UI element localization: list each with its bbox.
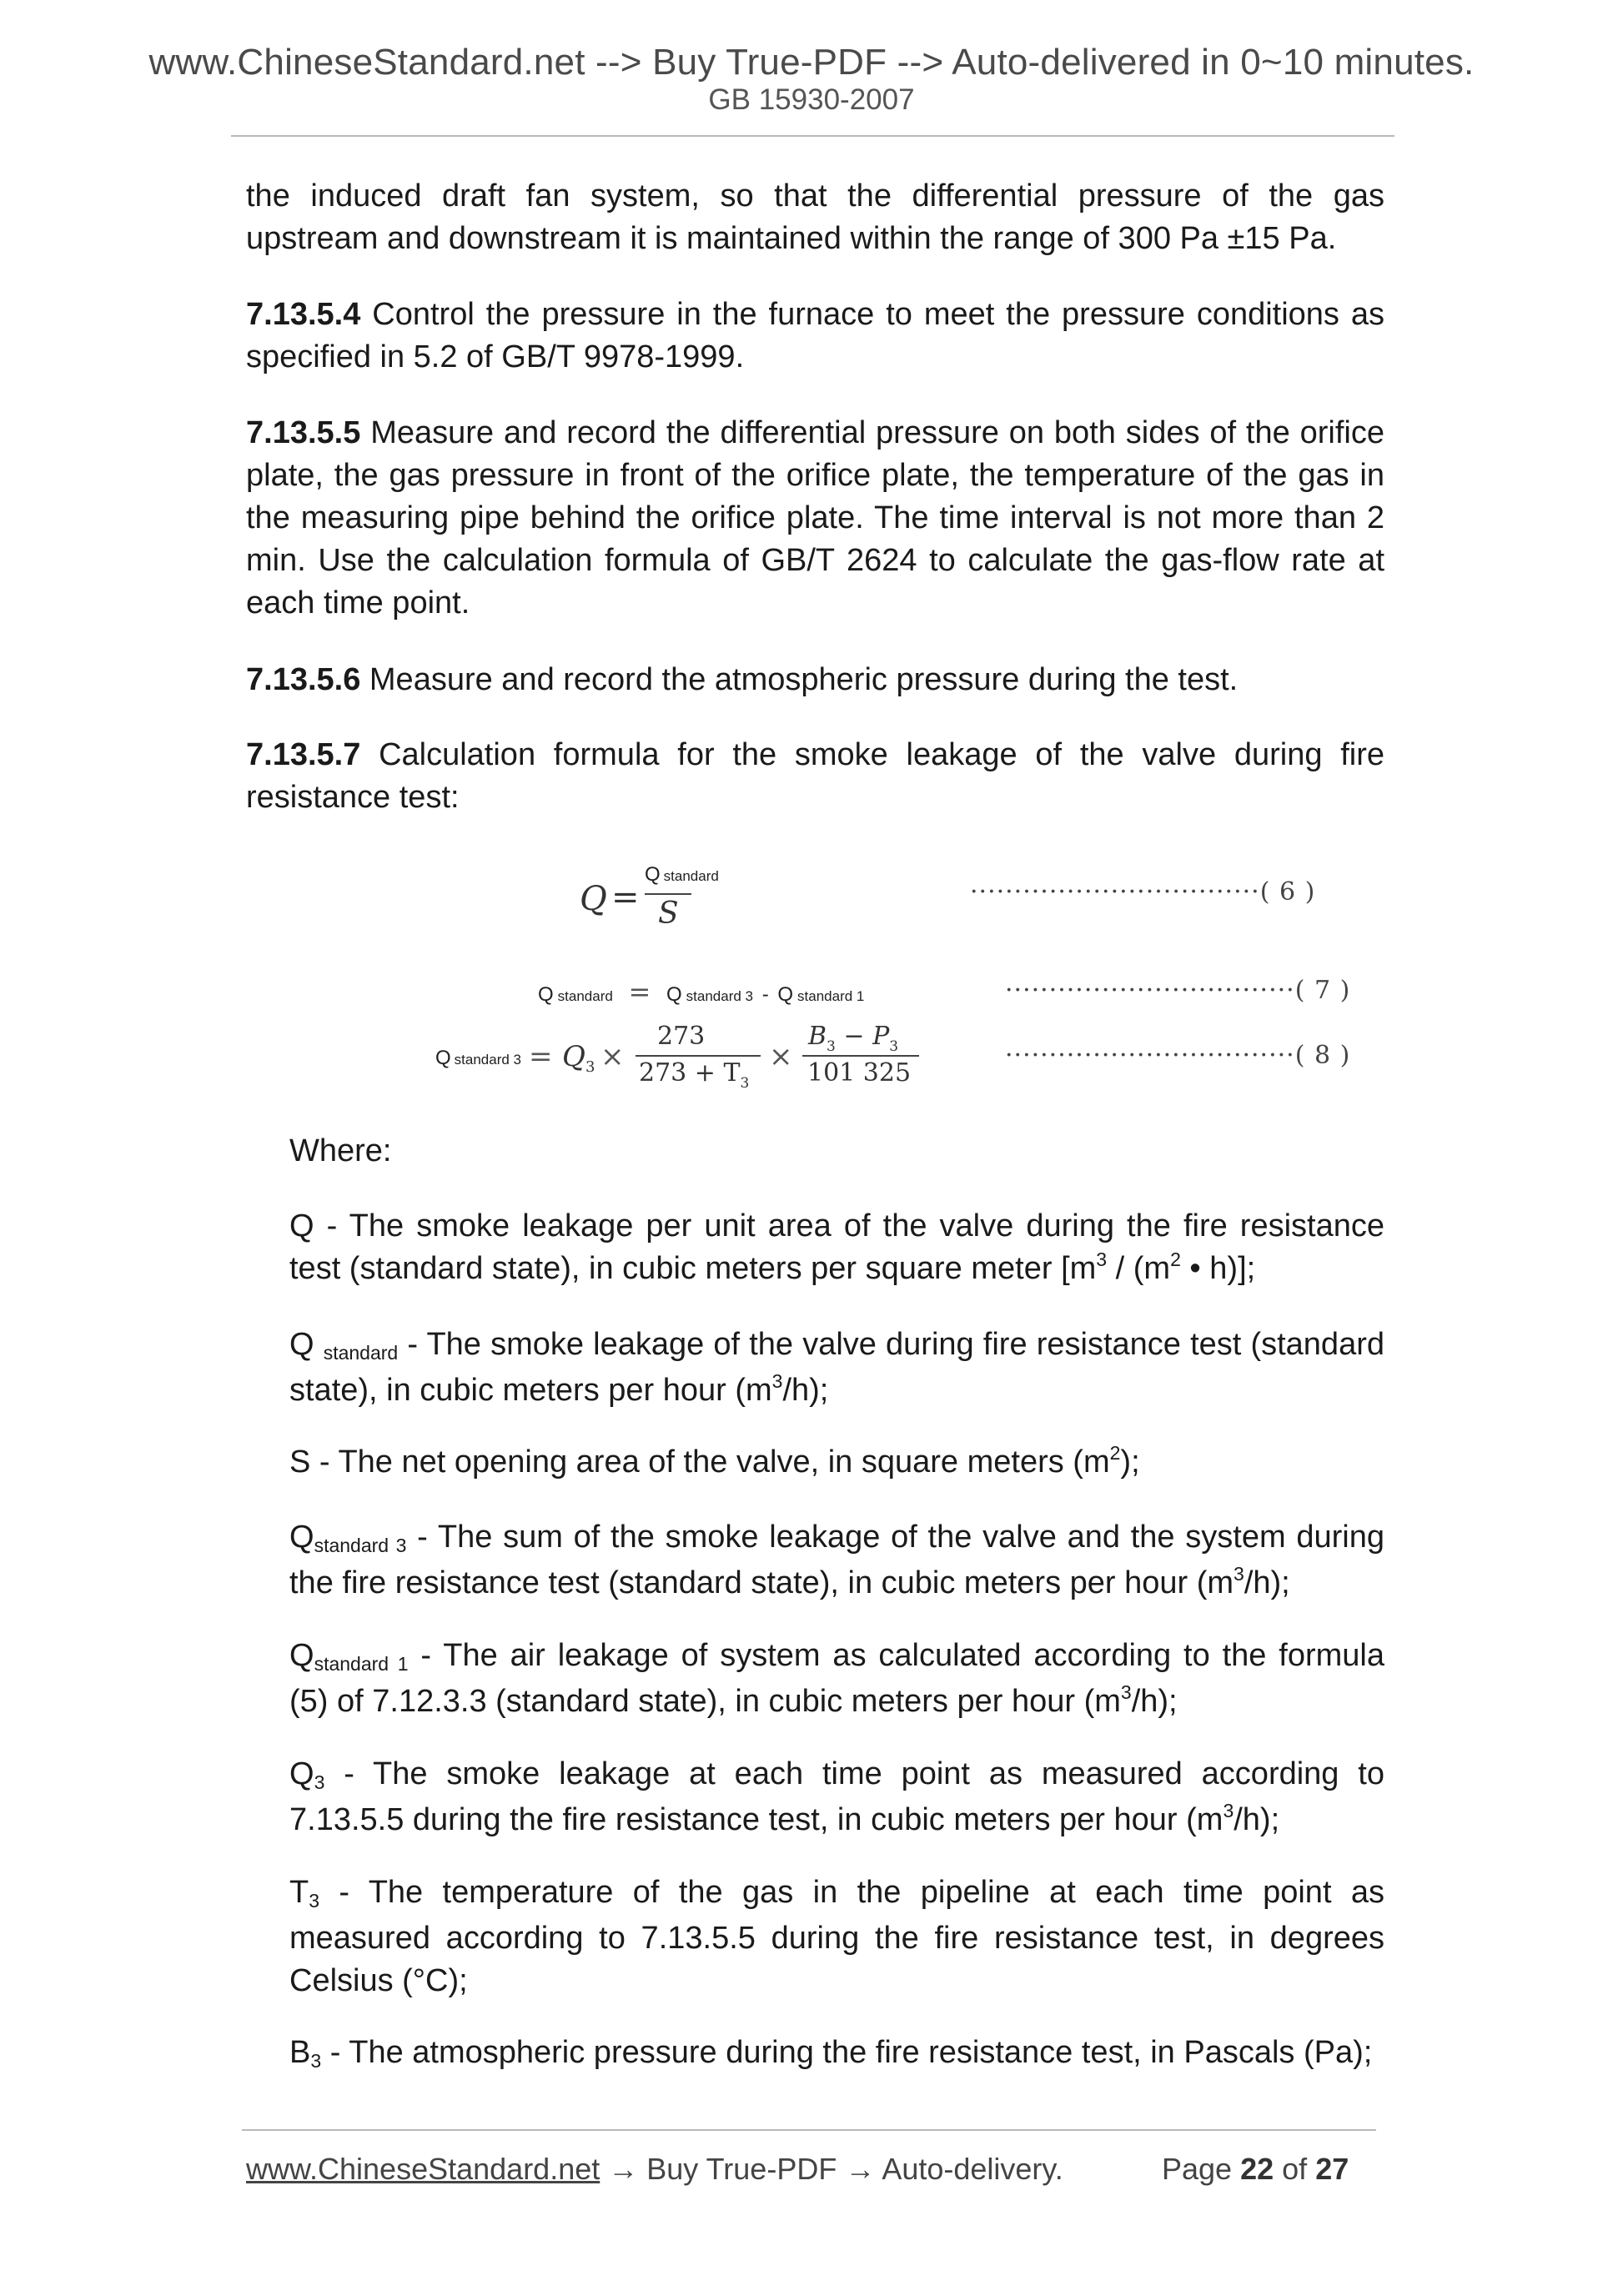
equation-number-6: ( 6 ) bbox=[1259, 877, 1316, 907]
footer-rule bbox=[242, 2129, 1376, 2131]
definition-q-standard-3: Qstandard 3 - The sum of the smoke leakage of the valve and the system during the fire resistance test (standard state), in cubic meters per hour $(m^3/h)$; bbox=[289, 1520, 1384, 1600]
footer-site-link[interactable]: www.ChineseStandard.net bbox=[246, 2152, 600, 2186]
clause-number: 7.13.5.5 bbox=[246, 415, 361, 450]
fraction-bar bbox=[802, 1055, 919, 1057]
formula-6-denominator: S bbox=[658, 897, 679, 931]
definition-q3: Q3 - The smoke leakage at each time point as measured according to 7.13.5.5 during the fire resistance test, in cubic meters per hour $(m^3/h)$; bbox=[289, 1756, 1384, 1837]
equation-number-7: ( 7 ) bbox=[1294, 976, 1351, 1005]
clause-text: Measure and record the differential pressure on both sides of the orifice plate, the gas pressure in front of the orifice plate, the temperature of the gas in the measuring pipe behind the orifice plate. The time interval is not more than 2 min. Use the calculation formula of GB/T 2624 to calculate the gas-flow rate at each time point. bbox=[246, 415, 1384, 620]
formula-6-lhs: Q bbox=[580, 880, 607, 918]
formula-8: Q standard 3 = Q 3 × 273 $273 + T_3$ × $B_3 - P_3$ 101 325 bbox=[435, 1022, 936, 1097]
definition-t3: T3 - The temperature of the gas in the pipeline at each time point as measured according to 7.13.5.5 during the fire resistance test, in degrees Celsius (°C); bbox=[289, 1875, 1384, 1998]
formula-7-leader: ·································( 7 ) bbox=[1005, 976, 1351, 1005]
formula-6-numerator: Q standard bbox=[645, 863, 719, 886]
frac1-numerator: 273 bbox=[657, 1022, 706, 1051]
definition-q: Q - The smoke leakage per unit area of the valve during the fire resistance test (standard state), in cubic meters per square meter [$m^3 / (m^2$ • h)]; bbox=[289, 1208, 1384, 1286]
definition-q-standard-1: Qstandard 1 - The air leakage of system as calculated according to the formula (5) of 7.12.3.3 (standard state), in cubic meters per hour $(m^3/h)$; bbox=[289, 1638, 1384, 1719]
clause-text: Measure and record the atmospheric pressure during the test. bbox=[360, 662, 1239, 697]
clause-text: Calculation formula for the smoke leakage of the valve during fire resistance test: bbox=[246, 737, 1384, 815]
fraction-bar bbox=[645, 893, 691, 895]
intro-paragraph: the induced draft fan system, so that the differential pressure of the gas upstream and downstream it is maintained within the range of 300 Pa ±15 Pa. bbox=[246, 178, 1384, 256]
formula-8-leader: ·································( 8 ) bbox=[1005, 1041, 1351, 1070]
clause-number: 7.13.5.6 bbox=[246, 662, 361, 697]
definition-b3: B3 - The atmospheric pressure during the fire resistance test, in Pascals (Pa); bbox=[289, 2035, 1373, 2072]
footer-promo: www.ChineseStandard.net → Buy True-PDF → Auto-delivery. bbox=[246, 2152, 1063, 2186]
clause-number: 7.13.5.4 bbox=[246, 297, 361, 332]
definition-q-standard: Q standard - The smoke leakage of the valve during fire resistance test (standard state), in cubic meters per hour $(m^3/h)$; bbox=[289, 1327, 1384, 1408]
where-label: Where: bbox=[289, 1133, 392, 1168]
clause-7-13-5-6 bbox=[246, 659, 1384, 701]
total-pages: 27 bbox=[1315, 2152, 1349, 2186]
definition-s: S - The net opening area of the valve, in square meters $(m^2)$; bbox=[289, 1442, 1140, 1480]
clause-7-13-5-7 bbox=[246, 734, 1384, 819]
current-page: 22 bbox=[1240, 2152, 1274, 2186]
clause-7-13-5-4 bbox=[246, 294, 1384, 379]
fraction-bar bbox=[636, 1055, 761, 1057]
clause-number: 7.13.5.7 bbox=[246, 737, 361, 772]
clause-7-13-5-5 bbox=[246, 412, 1384, 625]
formula-6-leader: ·································( 6 ) bbox=[970, 877, 1316, 907]
frac2-denominator: 101 325 bbox=[807, 1058, 912, 1088]
page-indicator: Page 22 of 27 bbox=[1162, 2152, 1349, 2186]
clause-text: Control the pressure in the furnace to meet the pressure conditions as specified in 5.2 of GB/T 9978-1999. bbox=[246, 297, 1384, 374]
formula-7: Q standard = Q standard 3 - Q standard 1 bbox=[538, 976, 865, 1007]
standard-code: GB 15930-2007 bbox=[708, 83, 915, 116]
frac2-numerator: $B_3 - P_3$ bbox=[808, 1022, 899, 1055]
header-banner: www.ChineseStandard.net --> Buy True-PDF --> Auto-delivered in 0~10 minutes. bbox=[148, 42, 1475, 83]
formula-6-eq: = bbox=[611, 878, 640, 917]
frac1-denominator: $273 + T_3$ bbox=[639, 1058, 750, 1092]
formula-6 bbox=[580, 863, 746, 938]
header-rule bbox=[231, 135, 1394, 137]
equation-number-8: ( 8 ) bbox=[1294, 1041, 1351, 1070]
